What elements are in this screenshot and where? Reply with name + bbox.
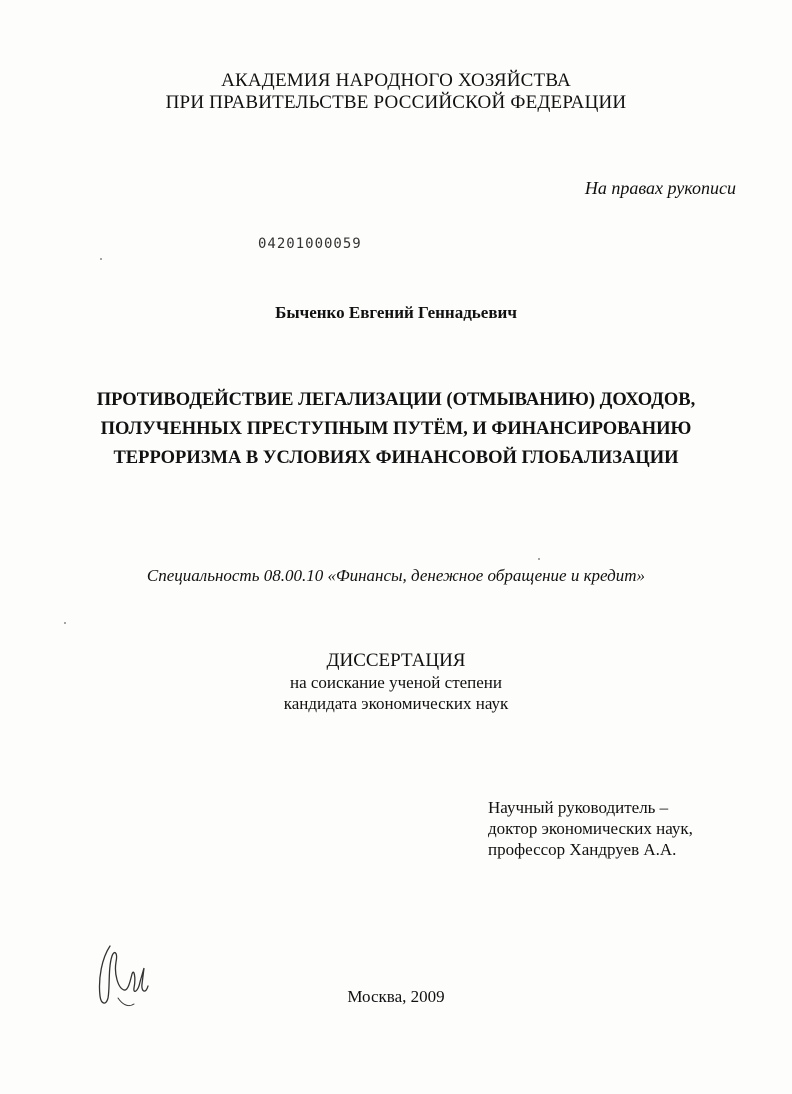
supervisor-line-2: доктор экономических наук,	[488, 819, 693, 838]
scan-speck	[538, 558, 540, 560]
degree-line-2: кандидата экономических наук	[283, 694, 509, 713]
scan-speck	[100, 258, 102, 260]
library-stamp-number: 04201000059	[258, 236, 362, 252]
supervisor-block	[488, 797, 693, 860]
dissertation-title	[0, 386, 792, 473]
dissertation-block	[0, 650, 792, 714]
city-and-year: Москва, 2009	[347, 987, 445, 1006]
supervisor-line-3: профессор Хандруев А.А.	[488, 840, 677, 859]
dissertation-heading: ДИССЕРТАЦИЯ	[326, 650, 466, 671]
title-line-2: ПОЛУЧЕННЫХ ПРЕСТУПНЫМ ПУТЁМ, И ФИНАНСИРОВАНИЮ	[100, 419, 692, 439]
institution-line-1: АКАДЕМИЯ НАРОДНОГО ХОЗЯЙСТВА	[221, 70, 571, 91]
author-name: Быченко Евгений Геннадьевич	[275, 303, 517, 322]
degree-line-1: на соискание ученой степени	[289, 673, 503, 692]
title-line-1: ПРОТИВОДЕЙСТВИЕ ЛЕГАЛИЗАЦИИ (ОТМЫВАНИЮ) ДОХОДОВ,	[96, 390, 696, 410]
supervisor-line-1: Научный руководитель –	[488, 798, 669, 817]
manuscript-rights-note: На правах рукописи	[584, 178, 736, 198]
institution-header	[0, 70, 792, 114]
title-line-3: ТЕРРОРИЗМА В УСЛОВИЯХ ФИНАНСОВОЙ ГЛОБАЛИЗАЦИИ	[113, 448, 679, 468]
specialty-line: Специальность 08.00.10 «Финансы, денежное обращение и кредит»	[146, 566, 646, 585]
institution-line-2: ПРИ ПРАВИТЕЛЬСТВЕ РОССИЙСКОЙ ФЕДЕРАЦИИ	[165, 92, 627, 113]
scan-speck	[64, 622, 66, 624]
